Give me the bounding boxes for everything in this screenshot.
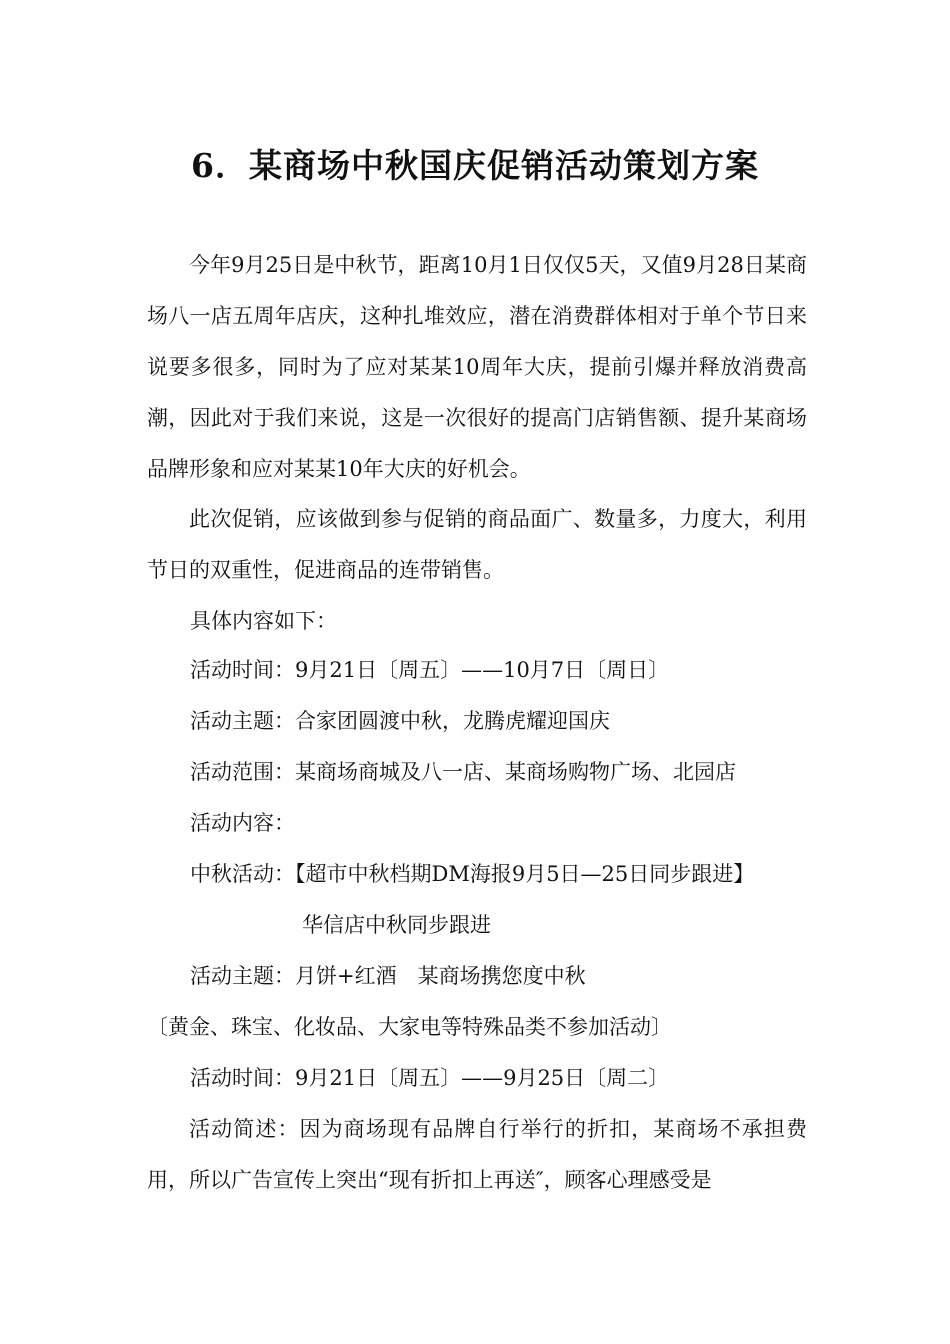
activity-content-heading: 活动内容： [190, 811, 295, 835]
activity-theme-line: 活动主题：合家团圆渡中秋，龙腾虎耀迎国庆 [190, 709, 610, 733]
mid-autumn-time-line: 活动时间：9月21日〔周五〕——9月25日〔周二〕 [190, 1066, 670, 1090]
mid-autumn-theme-line: 活动主题：月饼+红酒 某商场携您度中秋 [190, 964, 586, 988]
paragraph-activity-description: 活动简述：因为商场现有品牌自行举行的折扣，某商场不承担费用，所以广告宣传上突出“现有折扣上再送″，顾客心理感受是 [147, 1117, 807, 1192]
activity-scope-line: 活动范围：某商场商城及八一店、某商场购物广场、北园店 [190, 760, 736, 784]
paragraph-background: 今年9月25日是中秋节，距离10月1日仅仅5天，又值9月28日某商场八一店五周年店庆，这种扎堆效应，潜在消费群体相对于单个节日来说要多很多，同时为了应对某某10周年大庆，提前引爆并释放消费高潮，因此对于我们来说，这是一次很好的提高门店销售额、提升某商场品牌形象和应对某某10年大庆的好机会。 [147, 253, 807, 481]
mid-autumn-activity-line: 中秋活动：【超市中秋档期DM海报9月5日—25日同步跟进】 [190, 862, 755, 886]
intro-line: 具体内容如下： [190, 609, 337, 633]
activity-time-line: 活动时间：9月21日〔周五〕——10月7日〔周日〕 [190, 658, 670, 682]
exclusion-note-line: 〔黄金、珠宝、化妆品、大家电等特殊品类不参加活动〕 [147, 1015, 672, 1039]
huaxin-store-line: 华信店中秋同步跟进 [302, 913, 491, 937]
paragraph-promotion-goal: 此次促销，应该做到参与促销的商品面广、数量多，力度大，利用节日的双重性，促进商品的连带销售。 [147, 507, 807, 582]
document-title: 6．某商场中秋国庆促销活动策划方案 [191, 146, 759, 185]
